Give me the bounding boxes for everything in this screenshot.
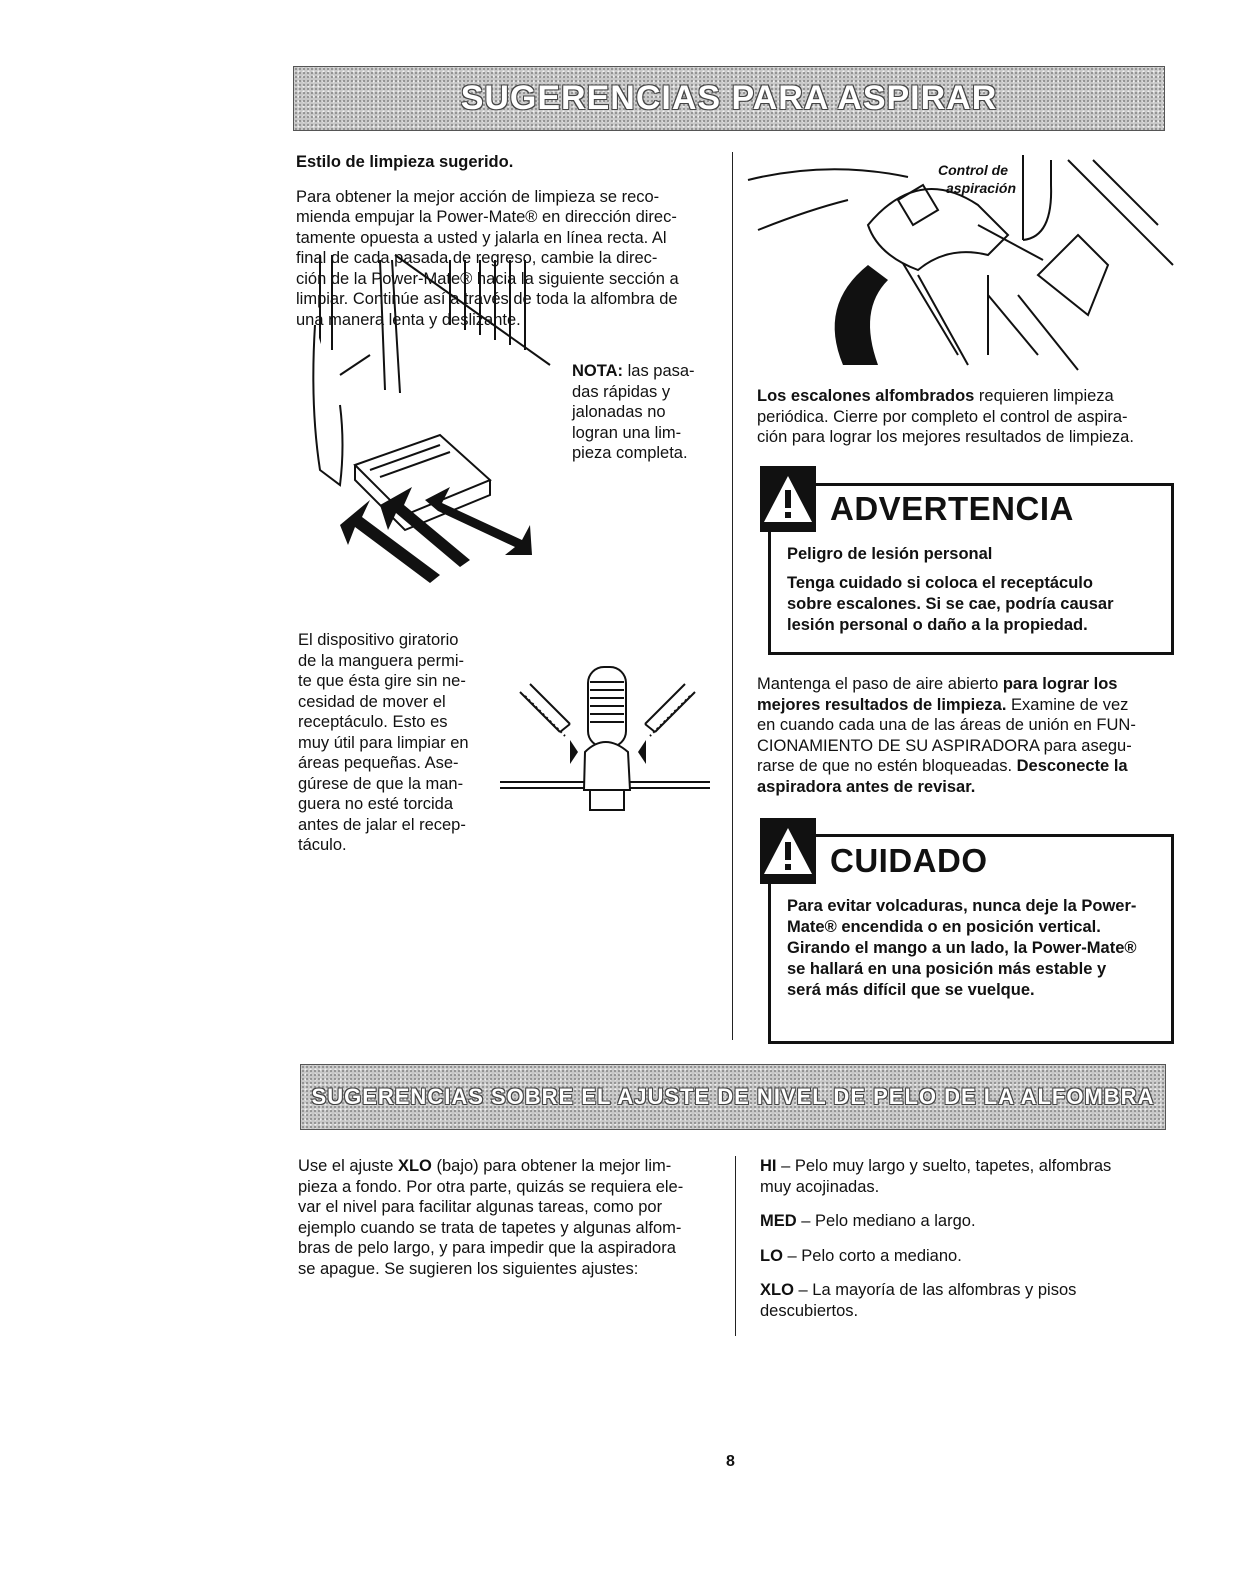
stairs-bold: Los escalones alfombrados — [757, 387, 975, 405]
warning-title: ADVERTENCIA — [830, 490, 1074, 527]
setting-desc-2: muy acojinadas. — [760, 1177, 880, 1196]
text-run: Mantenga el paso de aire abierto — [757, 675, 1003, 693]
text-line: aspiradora antes de revisar. — [757, 777, 976, 796]
text-line: final de cada pasada de regreso, cambie la direc- — [296, 249, 658, 267]
setting-desc: – La mayoría de las alfombras y pisos — [793, 1281, 1077, 1299]
section-title: SUGERENCIAS SOBRE EL AJUSTE DE NIVEL DE PELO DE LA ALFOMBRA — [311, 1084, 1155, 1109]
text-line: El dispositivo giratorio — [298, 631, 459, 649]
text-line: gúrese de que la man- — [298, 774, 464, 793]
text-line: ción para lograr los mejores resultados de limpieza. — [757, 428, 1134, 446]
stairs-text: requieren limpieza — [974, 387, 1114, 405]
text-line: periódica. Cierre por completo el control de aspira- — [757, 407, 1128, 426]
text-line: Para obtener la mejor acción de limpieza se reco- — [296, 187, 660, 206]
section-banner-pile-height — [300, 1064, 1166, 1130]
pile-settings-list — [760, 1156, 1180, 1321]
warning-body — [787, 544, 1162, 636]
text-line — [757, 386, 1177, 407]
text-line: pieza a fondo. Por otra parte, quizás se requiera ele- — [298, 1177, 684, 1196]
warning-icon — [760, 466, 816, 532]
text-line: mienda empujar la Power-Mate® en dirección direc- — [296, 208, 677, 226]
nota-label: NOTA: — [572, 362, 624, 380]
column-divider-bottom — [735, 1156, 736, 1336]
text-run: (bajo) para obtener la mejor lim- — [431, 1157, 672, 1175]
text-run: rarse de que no estén bloqueadas. — [757, 757, 1017, 775]
text-line: limpiar. Continúe así a través de toda la alfombra de — [296, 290, 678, 308]
nota-line: pieza completa. — [572, 444, 688, 462]
column-divider — [732, 152, 733, 1040]
text-run-bold: para lograr los — [1002, 675, 1118, 693]
text-line: ejemplo cuando se trata de tapetes y algunas alfom- — [298, 1218, 682, 1237]
text-line: CIONAMIENTO DE SU ASPIRADORA para asegu- — [757, 736, 1132, 755]
text-line: antes de jalar el recep- — [298, 815, 466, 834]
airpath-section — [757, 674, 1177, 797]
caution-line: Girando el mango a un lado, la Power-Mate® — [787, 939, 1137, 957]
text-line: ción de la Power-Mate® hacia la siguiente sección a — [296, 269, 679, 288]
nota-line: das rápidas y — [572, 382, 671, 401]
text-line: te que ésta gire sin ne- — [298, 672, 466, 690]
text-line: guera no esté torcida — [298, 795, 454, 813]
warning-line: sobre escalones. Si se cae, podría causar — [787, 595, 1114, 613]
section-title: SUGERENCIAS PARA ASPIRAR — [460, 79, 998, 117]
swivel-section — [298, 630, 498, 856]
setting-line — [760, 1280, 1180, 1301]
setting-line — [760, 1246, 1180, 1267]
caution-line: será más difícil que se vuelque. — [787, 981, 1035, 999]
nota-line — [572, 361, 722, 382]
warning-subtitle: Peligro de lesión personal — [787, 545, 993, 563]
text-line: tamente opuesta a usted y jalarla en línea recta. Al — [296, 228, 667, 247]
suction-control-illustration — [748, 155, 1173, 370]
section-banner-tips — [293, 66, 1165, 131]
setting-desc: – Pelo muy largo y suelto, tapetes, alfombras — [776, 1157, 1112, 1175]
setting-item-xlo — [760, 1280, 1180, 1321]
setting-line — [760, 1211, 1180, 1232]
setting-code: LO — [760, 1246, 783, 1265]
text-line: receptáculo. Esto es — [298, 713, 448, 731]
nota-line: jalonadas no — [572, 403, 666, 421]
text-line: en cuando cada una de las áreas de unión en FUN- — [757, 716, 1136, 734]
setting-item-lo — [760, 1246, 1180, 1267]
caution-icon — [760, 818, 816, 884]
setting-desc: – Pelo corto a mediano. — [782, 1246, 962, 1265]
power-mate-direction-illustration — [300, 255, 550, 585]
caution-line: Mate® encendida o en posición vertical. — [787, 918, 1101, 936]
text-line: cesidad de mover el — [298, 692, 446, 711]
warning-line: lesión personal o daño a la propiedad. — [787, 616, 1088, 634]
setting-item-hi — [760, 1156, 1180, 1197]
caution-line: se hallará en una posición más estable y — [787, 960, 1107, 978]
text-line: var el nivel para facilitar algunas tareas, como por — [298, 1198, 663, 1216]
text-line — [757, 674, 1177, 695]
text-run: Examine de vez — [1006, 695, 1129, 714]
cleaning-style-heading: Estilo de limpieza sugerido. — [296, 153, 514, 171]
warning-line: Tenga cuidado si coloca el receptáculo — [787, 574, 1093, 592]
text-run: Use el ajuste — [298, 1157, 398, 1175]
xlo-code: XLO — [397, 1157, 432, 1175]
swivel-hose-illustration — [500, 662, 715, 822]
text-line: áreas pequeñas. Ase- — [298, 754, 459, 772]
caution-body — [787, 896, 1162, 1001]
text-line — [757, 695, 1177, 716]
setting-code: HI — [760, 1157, 777, 1175]
text-line: bras de pelo largo, y para impedir que la aspiradora — [298, 1239, 676, 1257]
text-line: táculo. — [298, 836, 347, 854]
text-line: muy útil para limpiar en — [298, 733, 469, 752]
setting-item-med — [760, 1211, 1180, 1232]
nota-line: logran una lim- — [572, 423, 682, 442]
caution-title: CUIDADO — [830, 842, 988, 879]
text-line: una manera lenta y deslizante. — [296, 310, 521, 329]
pile-height-intro — [298, 1156, 718, 1279]
text-run-bold: mejores resultados de limpieza. — [757, 695, 1007, 714]
text-line — [757, 756, 1177, 777]
caution-line: Para evitar volcaduras, nunca deje la Power- — [787, 897, 1137, 915]
nota-text: las pasa- — [623, 362, 695, 380]
stairs-section — [757, 386, 1177, 448]
setting-desc: – Pelo mediano a largo. — [796, 1212, 976, 1230]
setting-line — [760, 1156, 1180, 1177]
page-number: 8 — [726, 1453, 735, 1470]
setting-desc-2: descubiertos. — [760, 1301, 859, 1320]
text-run-bold: Desconecte la — [1016, 757, 1128, 775]
text-line: de la manguera permi- — [298, 651, 464, 670]
control-label-line-1: Control de — [938, 162, 1008, 178]
text-line: se apague. Se sugieren los siguientes ajustes: — [298, 1259, 639, 1278]
setting-code: XLO — [760, 1281, 794, 1299]
nota-box — [572, 361, 722, 464]
text-line — [298, 1156, 718, 1177]
setting-code: MED — [760, 1212, 797, 1230]
control-label-line-2: aspiración — [946, 180, 1017, 196]
